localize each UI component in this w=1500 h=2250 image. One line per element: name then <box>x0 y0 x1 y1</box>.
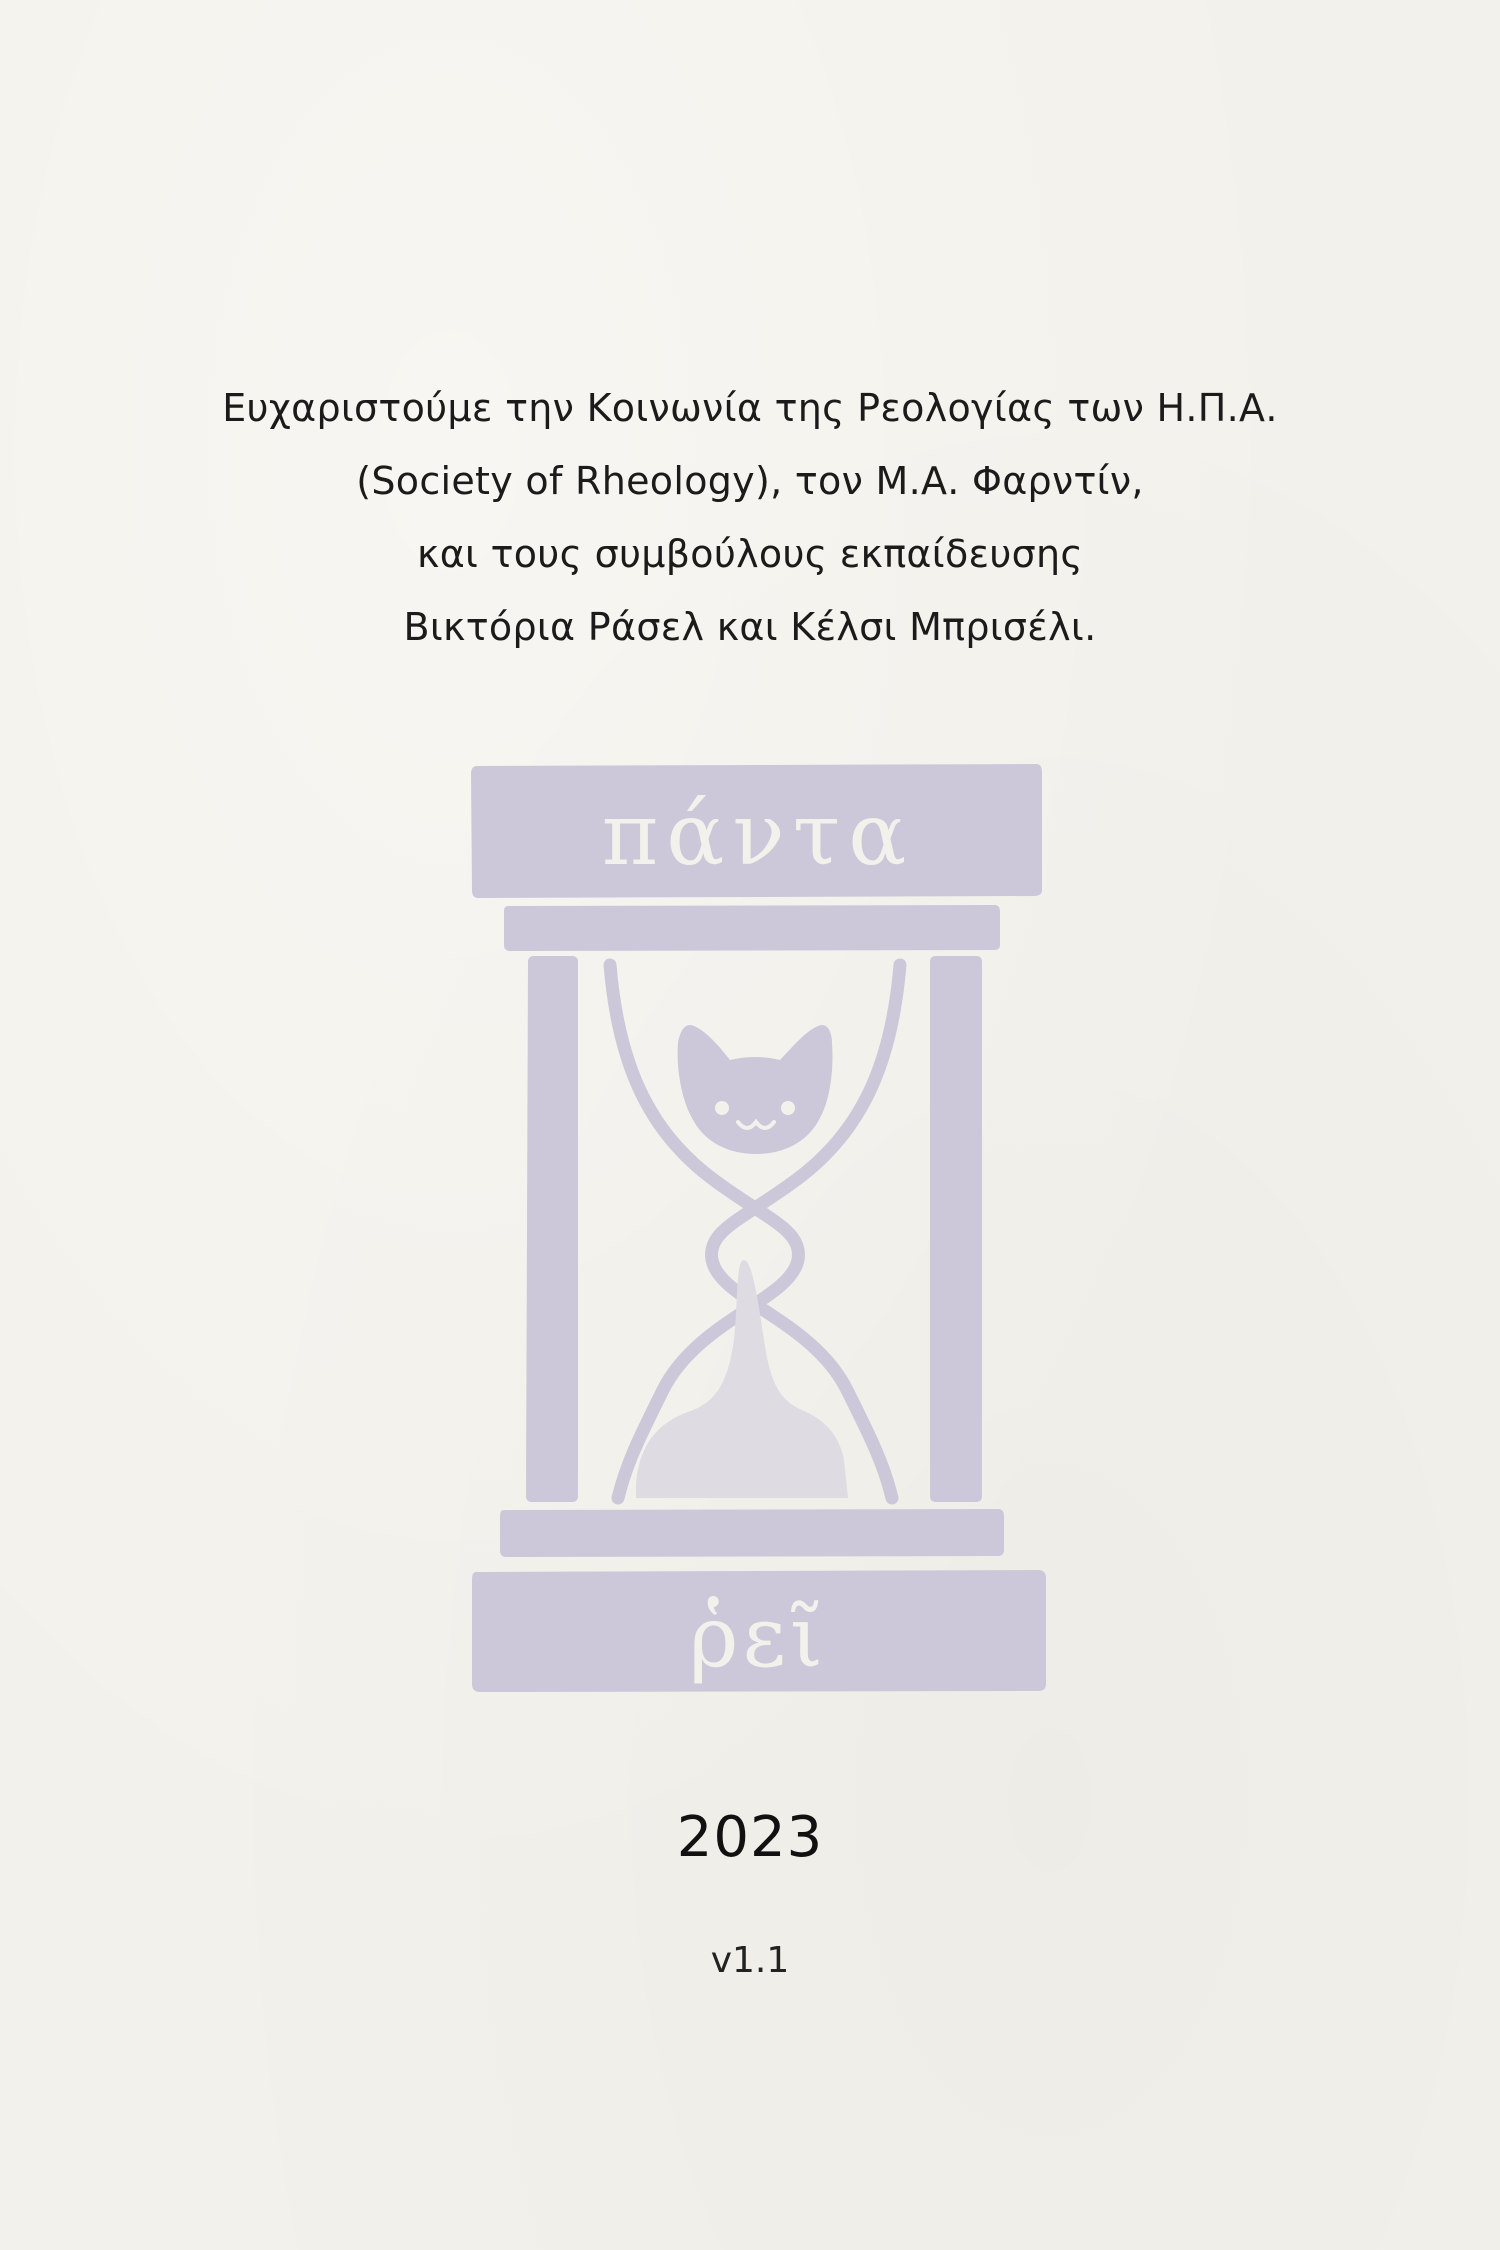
bottom-crossbar <box>500 1509 1004 1557</box>
bottom-plate-text: ῥεῖ <box>689 1588 827 1686</box>
acknowledgement-line: Ευχαριστούμε την Κοινωνία της Ρεολογίας των Η.Π.Α. <box>222 386 1278 430</box>
cat-head-icon <box>678 1025 833 1154</box>
top-crossbar <box>504 905 1000 951</box>
hourglass-emblem <box>468 760 1048 1695</box>
acknowledgement-line: (Society of Rheology), τον Μ.Α. Φαρντίν, <box>356 459 1144 503</box>
version-label: v1.1 <box>710 1940 790 1981</box>
publication-year: 2023 <box>676 1805 824 1870</box>
acknowledgement-line: Βικτόρια Ράσελ και Κέλσι Μπρισέλι. <box>403 605 1097 649</box>
right-column <box>930 956 982 1502</box>
top-plate-text: πάντα <box>601 785 915 885</box>
acknowledgements <box>150 372 1350 664</box>
acknowledgement-line: και τους συμβούλους εκπαίδευσης <box>417 532 1083 576</box>
left-column <box>526 956 578 1502</box>
